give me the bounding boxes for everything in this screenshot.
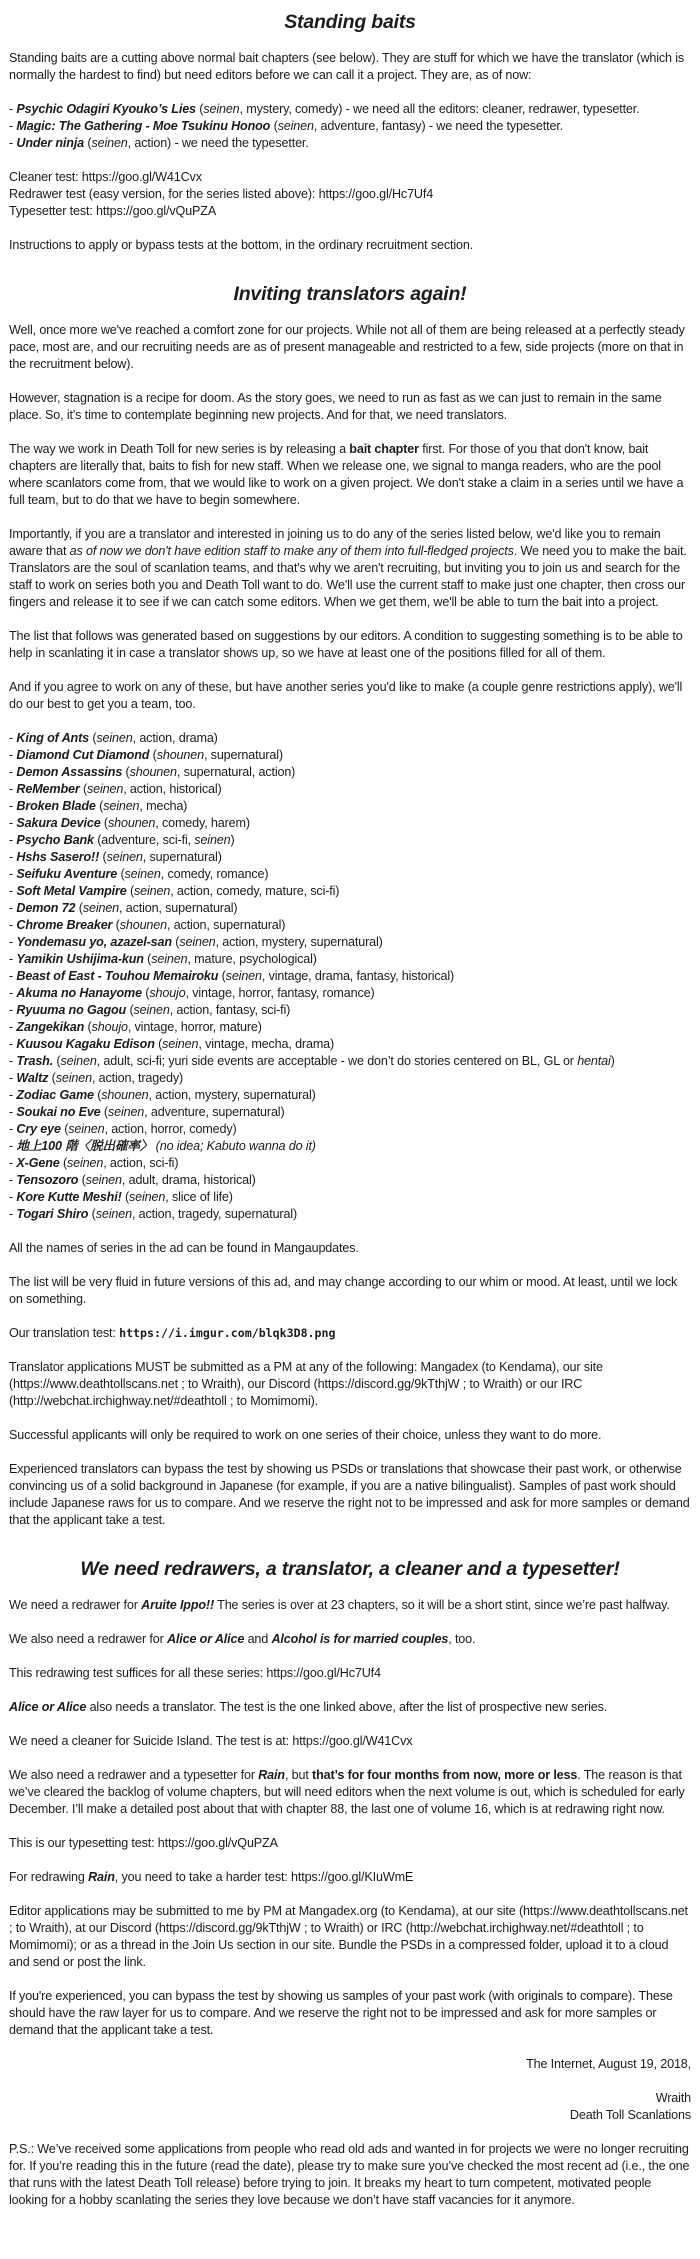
list-item (9, 730, 691, 747)
text-run: seinen (225, 969, 262, 983)
text-run: that’s for four months from now, more or less (312, 1768, 578, 1782)
text-run: ReMember (16, 782, 80, 796)
list-item (9, 798, 691, 815)
text-run: ( (171, 935, 180, 949)
text-run: , action, mystery, supernatural) (148, 1088, 316, 1102)
text-run: and (244, 1632, 272, 1646)
list-item (9, 866, 691, 883)
text-run: - (9, 850, 17, 864)
text-run: Under ninja (16, 136, 85, 150)
list-item (9, 169, 691, 186)
list-item (9, 1138, 691, 1155)
text-run: , action, sci-fi) (103, 1156, 179, 1170)
text-run: - (9, 901, 17, 915)
text-run: - (9, 782, 17, 796)
text-run: 地上100 階〈脱出確率〉 (16, 1139, 153, 1153)
text-run: ( (218, 969, 226, 983)
text-run: Soukai no Eve (16, 1105, 101, 1119)
test-links (9, 169, 691, 220)
paragraph (9, 1699, 691, 1716)
paragraph (9, 1359, 691, 1410)
text-run: ( (195, 102, 204, 116)
text-run: Psycho Bank (16, 833, 94, 847)
text-run: Zangekikan (16, 1020, 85, 1034)
text-run: - (9, 969, 17, 983)
text-run: We need a cleaner for Suicide Island. The test is at: https://goo.gl/W41Cvx (9, 1734, 413, 1748)
paragraph (9, 679, 691, 713)
text-run: seinen (55, 1071, 92, 1085)
text-run: seinen (133, 1003, 170, 1017)
paragraph (9, 1869, 691, 1886)
paragraph (9, 1597, 691, 1614)
text-run: seinen (68, 1122, 105, 1136)
text-run: Chrome Breaker (16, 918, 113, 932)
list-item (9, 1053, 691, 1070)
text-run: , action, drama) (132, 731, 218, 745)
text-run: Psychic Odagiri Kyouko’s Lies (16, 102, 196, 116)
text-run: Waltz (16, 1071, 49, 1085)
text-run: ( (126, 884, 135, 898)
text-run: The list will be very fluid in future versions of this ad, and may change according to our whim or mood. At least, until we lock on something. (9, 1275, 678, 1306)
url-text: https://i.imgur.com/blqk3D8.png (119, 1326, 336, 1340)
text-run: Tensozoro (16, 1173, 79, 1187)
text-run: (no idea; Kabuto wanna do it) (155, 1139, 316, 1153)
text-run: ) (610, 1054, 615, 1068)
paragraph (9, 628, 691, 662)
text-run: Seifuku Aventure (16, 867, 118, 881)
text-run: - (9, 731, 17, 745)
text-run: shounen (119, 918, 167, 932)
text-run: , comedy, harem) (155, 816, 250, 830)
text-run: ( (79, 782, 88, 796)
paragraph (9, 237, 691, 254)
list-item (9, 900, 691, 917)
text-run: , mature, psychological) (187, 952, 317, 966)
text-run: also needs a translator. The test is the one linked above, after the list of prospective new series. (86, 1700, 608, 1714)
text-run: seinen (82, 901, 120, 915)
text-run: , mystery, comedy) - we need all the editors: cleaner, redrawer, typesetter. (239, 102, 640, 116)
text-run: Rain (88, 1870, 115, 1884)
paragraph (9, 1461, 691, 1529)
list-item (9, 883, 691, 900)
text-run: ( (89, 731, 97, 745)
text-run: - (9, 765, 17, 779)
text-run: , vintage, horror, mature) (127, 1020, 262, 1034)
text-run: seinen (87, 782, 124, 796)
text-run: Akuma no Hanayome (16, 986, 142, 1000)
list-item (9, 118, 691, 135)
text-run: Hshs Sasero!! (16, 850, 100, 864)
text-run: - (9, 102, 17, 116)
text-run: Typesetter test: https://goo.gl/vQuPZA (9, 204, 217, 218)
text-run: ( (154, 1037, 163, 1051)
paragraph (9, 1427, 691, 1444)
paragraph (9, 441, 691, 509)
list-item (9, 1206, 691, 1223)
text-run: - (9, 136, 17, 150)
text-run: seinen (106, 850, 143, 864)
paragraph (9, 322, 691, 373)
text-run: - (9, 1173, 17, 1187)
text-run: seinen (277, 119, 314, 133)
text-run: Editor applications may be submitted to me by PM at Mangadex.org (to Kendama), at our site (https://www.deathtollscans.net ; to Wraith), at our Discord (https://discord.gg/9kTthjW ; to Wraith) or IRC (http://webchat.irchighway.net/#deathtoll ; to Momimomi); or as a thread in the Join Us section in our site. Bundle the PSDs in a compressed folder, upload it to a cloud and send or post the link. (9, 1904, 688, 1969)
text-run: This redrawing test suffices for all these series: https://goo.gl/Hc7Uf4 (9, 1666, 381, 1680)
paragraph (9, 1733, 691, 1750)
text-run: Aruite Ippo!! (141, 1598, 215, 1612)
paragraph (9, 1274, 691, 1308)
text-run: seinen (151, 952, 188, 966)
text-run: The list that follows was generated based on suggestions by our editors. A condition to suggesting something is to be able to help in scanlating it in case a translator shows up, so we have at least one of the positions filled for all of them. (9, 629, 683, 660)
text-run: Alice or Alice (166, 1632, 245, 1646)
list-item (9, 1121, 691, 1138)
list-item (9, 985, 691, 1002)
text-run: shoujo (91, 1020, 128, 1034)
text-run: ( (121, 1190, 130, 1204)
text-run: Trash. (16, 1054, 54, 1068)
text-run: , too. (448, 1632, 476, 1646)
paragraph (9, 1240, 691, 1257)
text-run: ( (270, 119, 278, 133)
text-run: . The reason is that we’ve cleared the backlog of volume chapters, but will need editors when the next volume is out, which is scheduled for early December. I’ll make a detailed post about that with chapter 88, the last one of volume 16, which is at redrawing right now. (9, 1768, 685, 1816)
list-item (9, 1155, 691, 1172)
text-run: hentai (577, 1054, 611, 1068)
paragraph (9, 50, 691, 84)
text-run: - (9, 1156, 17, 1170)
list-item (9, 764, 691, 781)
text-run: Soft Metal Vampire (16, 884, 127, 898)
text-run: seinen (103, 799, 140, 813)
text-run: P.S.: We’ve received some applications from people who read old ads and wanted in for projects we were no longer recruiting for. If you’re reading this in the future (read the date), please try to make sure you’ve checked the most recent ad (i.e., the one that runs with the latest Death Toll release) before trying to join. It breaks my heart to turn competent, motivated people looking for a hobby scanlating the series they love because we don’t have staff vacancies for it anymore. (9, 2142, 690, 2207)
text-run: ( (93, 1088, 102, 1102)
text-run: Our translation test: (9, 1326, 120, 1340)
text-run: , you need to take a harder test: https://goo.gl/KIuWmE (114, 1870, 414, 1884)
text-run: - (9, 986, 17, 1000)
list-item (9, 1189, 691, 1206)
text-run: bait chapter (349, 442, 419, 456)
text-run: shounen (129, 765, 177, 779)
text-run: , action, historical) (123, 782, 222, 796)
text-run: ( (112, 918, 120, 932)
text-run: Demon 72 (16, 901, 76, 915)
prospective-series-list (9, 730, 691, 1223)
text-run: seinen (60, 1054, 97, 1068)
text-run: Wraith (655, 2091, 691, 2105)
list-item (9, 951, 691, 968)
text-run: , action, mystery, supernatural) (215, 935, 383, 949)
list-item (9, 815, 691, 832)
text-run: ( (78, 1173, 86, 1187)
text-run: Yondemasu yo, azazel-san (16, 935, 172, 949)
text-run: shoujo (149, 986, 186, 1000)
text-run: - (9, 867, 17, 881)
text-run: seinen (67, 1156, 104, 1170)
text-run: Ryuuma no Gagou (16, 1003, 127, 1017)
text-run: , comedy, romance) (160, 867, 269, 881)
list-item (9, 1019, 691, 1036)
text-run: - (9, 952, 17, 966)
text-run: - (9, 1207, 17, 1221)
text-run: , action, supernatural) (167, 918, 286, 932)
text-run: , action, supernatural) (119, 901, 238, 915)
text-run: Rain (258, 1768, 285, 1782)
text-run: seinen (179, 935, 216, 949)
text-run: seinen (162, 1037, 199, 1051)
text-run: Sakura Device (16, 816, 101, 830)
text-run: The Internet, August 19, 2018, (526, 2057, 691, 2071)
text-run: ( (88, 1207, 96, 1221)
paragraph (9, 1988, 691, 2039)
text-run: seinen (107, 1105, 145, 1119)
text-run: Death Toll Scanlations (569, 2108, 691, 2122)
text-run: - (9, 1054, 17, 1068)
list-item (9, 832, 691, 849)
text-run: This is our typesetting test: https://goo.gl/vQuPZA (9, 1836, 278, 1850)
text-run: ( (59, 1156, 68, 1170)
text-run: , mecha) (139, 799, 188, 813)
text-run: Cleaner test: https://goo.gl/W41Cvx (9, 170, 202, 184)
section-heading: Standing baits (284, 11, 416, 33)
list-item (9, 1036, 691, 1053)
list-item (9, 1002, 691, 1019)
paragraph (9, 1631, 691, 1648)
text-run: ( (126, 1003, 134, 1017)
text-run: - (9, 816, 17, 830)
text-run: Translator applications MUST be submitted as a PM at any of the following: Mangadex (to Kendama), our site (https://www.deathtollscans.net ; to Wraith), our Discord (https://discord.gg/9kTthjW ; to Wraith) or our IRC (http://webchat.irchighway.net/#deathtoll ; to Momimomi). (9, 1360, 603, 1408)
text-run: - (9, 1190, 17, 1204)
list-item (9, 747, 691, 764)
list-item (9, 1172, 691, 1189)
text-run: If you're experienced, you can bypass the test by showing us samples of your past work (with originals to compare). These should have the raw layer for us to compare. And we reserve the right not to be impressed and ask for more samples or demand that the applicant take a test. (9, 1989, 673, 2037)
list-item (9, 968, 691, 985)
paragraph (9, 1903, 691, 1971)
text-run: , action, fantasy, sci-fi) (169, 1003, 291, 1017)
text-run: ( (143, 952, 152, 966)
list-item (9, 203, 691, 220)
text-run: - (9, 1088, 17, 1102)
text-run: - (9, 918, 17, 932)
text-run: - (9, 1003, 17, 1017)
text-run: Diamond Cut Diamond (16, 748, 150, 762)
paragraph (9, 1835, 691, 1852)
text-run: We also need a redrawer and a typesetter for (9, 1768, 259, 1782)
text-run: - (9, 748, 17, 762)
text-run: We need a redrawer for (9, 1598, 142, 1612)
text-run: seinen (96, 731, 133, 745)
list-item (9, 2090, 691, 2107)
text-run: - (9, 1139, 17, 1153)
text-run: . We need you to make the bait. Translators are the soul of scanlation teams, and that's why we aren't recruiting, but inviting you to join us and search for the staff to work on series both you and Death Toll want to do. We'll use the current staff to make just one chapter, then cross our fingers and release it to see if we can catch some editors. When we get them, we'll be able to turn the bait into a project. (9, 544, 687, 609)
text-run: , action, horror, comedy) (104, 1122, 237, 1136)
text-run: seinen (91, 136, 128, 150)
list-item (9, 1070, 691, 1087)
paragraph (9, 2056, 691, 2073)
text-run: ( (117, 867, 125, 881)
text-run: ( (60, 1122, 69, 1136)
text-run: And if you agree to work on any of these, but have another series you'd like to make (a couple genre restrictions apply), we'll do our best to get you a team, too. (9, 680, 683, 711)
text-run: ( (100, 816, 108, 830)
text-run: Cry eye (16, 1122, 61, 1136)
text-run: ( (95, 799, 104, 813)
text-run: , action, tragedy, supernatural) (131, 1207, 298, 1221)
text-run: , supernatural) (142, 850, 222, 864)
list-item (9, 934, 691, 951)
text-run: ( (75, 901, 83, 915)
text-run: We also need a redrawer for (9, 1632, 167, 1646)
text-run: seinen (124, 867, 161, 881)
list-item (9, 849, 691, 866)
text-run: - (9, 1105, 17, 1119)
list-item (9, 1104, 691, 1121)
text-run: , supernatural) (203, 748, 283, 762)
text-run: Instructions to apply or bypass tests at the bottom, in the ordinary recruitment section. (9, 238, 474, 252)
text-run: - (9, 799, 17, 813)
text-run: seinen (194, 833, 231, 847)
list-item (9, 2107, 691, 2124)
text-run: - (9, 1037, 17, 1051)
paragraph (9, 390, 691, 424)
text-run: - (9, 935, 17, 949)
text-run: However, stagnation is a recipe for doom. As the story goes, we need to run as fast as we can just to remain in the same place. So, it's time to contemplate beginning new projects. And for that, we need translators. (9, 391, 662, 422)
text-run: , action, tragedy) (91, 1071, 184, 1085)
text-run: first. For those of you that don't know, bait chapters are literally that, baits to fish for new staff. When we release one, we signal to manga readers, who are the pool where scanlators come from, that we would like to work on a given project. We don't stake a claim in a series until we have a full team, but to do that we have to begin somewhere. (9, 442, 684, 507)
text-run: Successful applicants will only be required to work on one series of their choice, unless they want to do more. (9, 1428, 602, 1442)
text-run: Yamikin Ushijima-kun (16, 952, 144, 966)
text-run: seinen (85, 1173, 122, 1187)
paragraph (9, 1325, 691, 1342)
document-body (9, 10, 691, 2209)
text-run: seinen (203, 102, 240, 116)
text-run: , vintage, horror, fantasy, romance) (185, 986, 375, 1000)
text-run: ( (141, 986, 150, 1000)
list-item (9, 917, 691, 934)
text-run: - (9, 1020, 17, 1034)
list-item (9, 135, 691, 152)
paragraph (9, 1767, 691, 1818)
text-run: seinen (129, 1190, 166, 1204)
list-item (9, 781, 691, 798)
text-run: All the names of series in the ad can be found in Mangaupdates. (9, 1241, 359, 1255)
text-run: Alice or Alice (9, 1700, 87, 1714)
text-run: , but (284, 1768, 313, 1782)
text-run: - (9, 833, 17, 847)
text-run: Broken Blade (16, 799, 96, 813)
text-run: Standing baits are a cutting above normal bait chapters (see below). They are stuff for which we have the translator (which is normally the hardest to find) but need editors before we can call it a project. They are, as of now: (9, 51, 685, 82)
text-run: Magic: The Gathering - Moe Tsukinu Honoo (16, 119, 271, 133)
section-heading: We need redrawers, a translator, a cleaner and a typesetter! (80, 1558, 620, 1580)
text-run: Experienced translators can bypass the test by showing us PSDs or translations that showcase their past work, or otherwise convincing us of a solid background in Japanese (for example, if you are a native bilingualist). Samples of past work should include Japanese raws for us to compare. And we reserve the right not to be impressed and ask for more samples or demand that the applicant take a test. (9, 1462, 690, 1527)
text-run: , adventure, fantasy) - we need the typesetter. (313, 119, 564, 133)
text-run: Importantly, if you are a translator and interested in joining us to do any of the series listed below, we'd like you to remain aware that (9, 527, 661, 558)
text-run: - (9, 884, 17, 898)
text-run: , vintage, mecha, drama) (198, 1037, 335, 1051)
text-run: Togari Shiro (16, 1207, 89, 1221)
text-run: Zodiac Game (16, 1088, 94, 1102)
text-run: Beast of East - Touhou Memairoku (16, 969, 219, 983)
text-run: seinen (134, 884, 171, 898)
text-run: For redrawing (9, 1870, 89, 1884)
text-run: Kore Kutte Meshi! (16, 1190, 122, 1204)
text-run: Well, once more we've reached a comfort zone for our projects. While not all of them are being released at a perfectly steady pace, most are, and our recruiting needs are as of present manageable and restricted to a few, side projects (more on that in the recruitment below). (9, 323, 685, 371)
text-run: as of now we don't have edition staff to make any of them into full-fledged projects (69, 544, 514, 558)
text-run: ( (149, 748, 157, 762)
text-run: (adventure, sci-fi, (93, 833, 195, 847)
text-run: ( (84, 1020, 92, 1034)
text-run: shounen (101, 1088, 149, 1102)
paragraph (9, 2141, 691, 2209)
text-run: - (9, 1071, 17, 1085)
text-run: , vintage, drama, fantasy, historical) (261, 969, 455, 983)
list-item (9, 1087, 691, 1104)
text-run: ( (100, 1105, 108, 1119)
text-run: seinen (95, 1207, 132, 1221)
text-run: The series is over at 23 chapters, so it will be a short stint, since we’re past halfway. (214, 1598, 670, 1612)
text-run: shounen (107, 816, 156, 830)
text-run: - (9, 1122, 17, 1136)
text-run: X-Gene (16, 1156, 60, 1170)
text-run: The way we work in Death Toll for new series is by releasing a (9, 442, 350, 456)
text-run: ( (122, 765, 130, 779)
text-run: ( (48, 1071, 56, 1085)
section-heading: Inviting translators again! (233, 283, 467, 305)
text-run: Demon Assassins (16, 765, 123, 779)
text-run: - (9, 119, 17, 133)
text-run: , action) - we need the typesetter. (127, 136, 309, 150)
text-run: , adult, sci-fi; yuri side events are acceptable - we don’t do stories centered on BL, GL or (96, 1054, 578, 1068)
text-run: ) (230, 833, 235, 847)
text-run: Alcohol is for married couples (271, 1632, 449, 1646)
text-run: ( (53, 1054, 61, 1068)
text-run: , adult, drama, historical) (121, 1173, 256, 1187)
text-run: ( (84, 136, 92, 150)
text-run: , slice of life) (165, 1190, 233, 1204)
paragraph (9, 1665, 691, 1682)
text-run: ( (99, 850, 107, 864)
text-run: , supernatural, action) (176, 765, 296, 779)
text-run: shounen (156, 748, 204, 762)
signature (9, 2090, 691, 2124)
paragraph (9, 526, 691, 611)
standing-baits-list (9, 101, 691, 152)
text-run: King of Ants (16, 731, 89, 745)
text-run: Kuusou Kagaku Edison (16, 1037, 155, 1051)
text-run: , adventure, supernatural) (144, 1105, 285, 1119)
list-item (9, 101, 691, 118)
text-run: Redrawer test (easy version, for the series listed above): https://goo.gl/Hc7Uf4 (9, 187, 434, 201)
list-item (9, 186, 691, 203)
text-run: , action, comedy, mature, sci-fi) (170, 884, 340, 898)
